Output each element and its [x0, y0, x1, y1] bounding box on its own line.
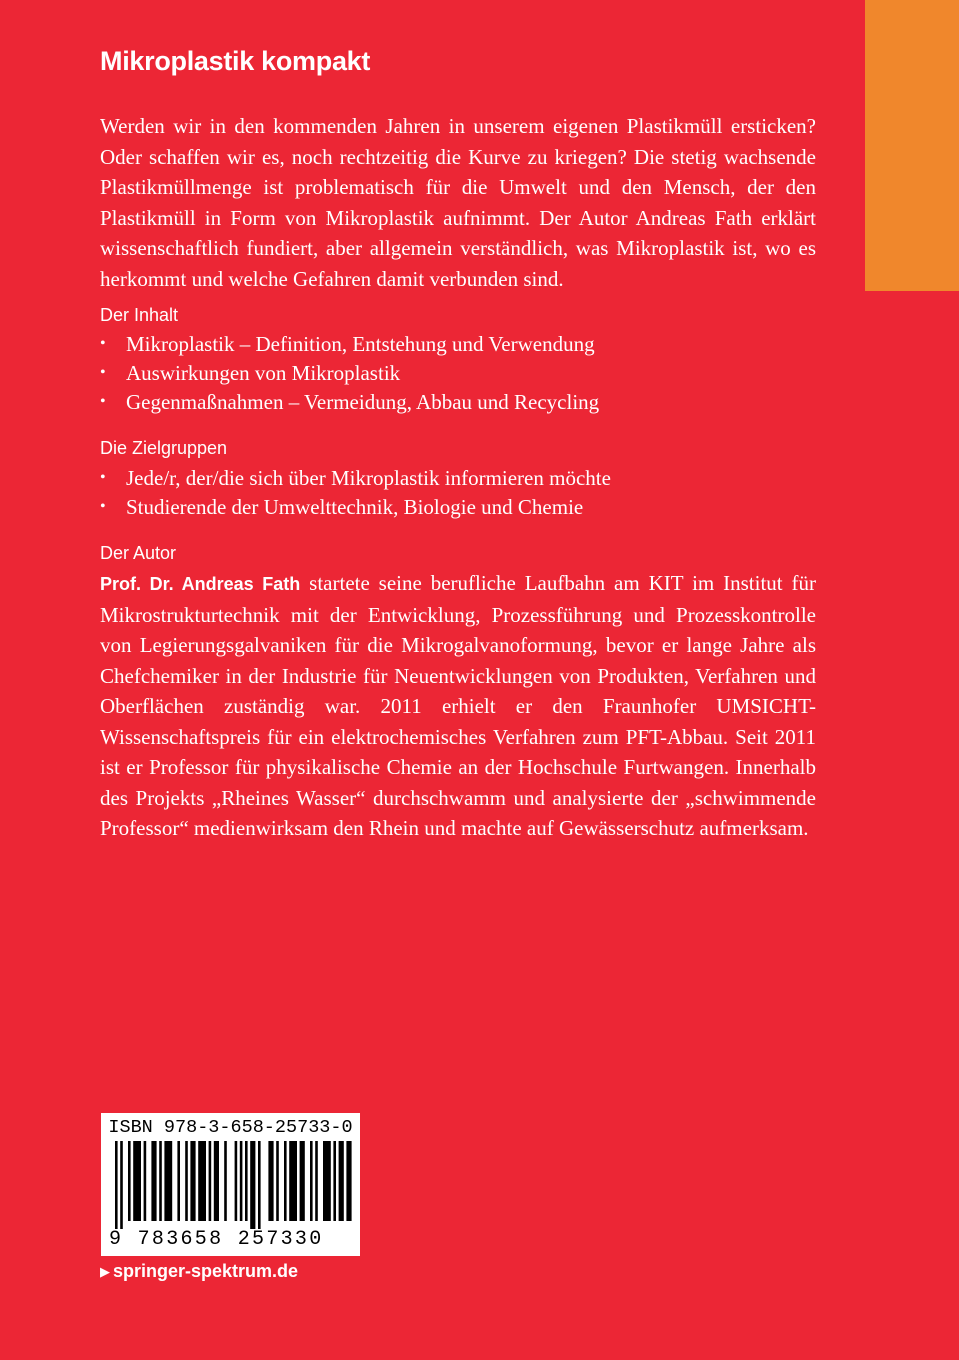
list-item: • Studierende der Umwelttechnik, Biologie und Chemie: [100, 493, 611, 522]
barcode-bar: [333, 1141, 336, 1221]
inhalt-list: [100, 330, 599, 416]
barcode-bar: [164, 1141, 172, 1221]
section-heading-zielgruppen: Die Zielgruppen: [100, 438, 228, 458]
barcode-bar: [115, 1141, 118, 1229]
barcode-bar: [209, 1141, 212, 1221]
barcode-bar: [245, 1141, 248, 1221]
barcode-bar: [240, 1141, 243, 1221]
barcode-bar: [258, 1141, 261, 1229]
barcode-bar: [300, 1141, 305, 1221]
section-heading-inhalt: Der Inhalt: [100, 305, 179, 325]
publisher-website-text: springer-spektrum.de: [113, 1261, 299, 1281]
barcode-bar: [198, 1141, 206, 1221]
barcode-bar: [159, 1141, 162, 1221]
barcode-bar: [346, 1141, 351, 1221]
barcode-bar: [128, 1141, 131, 1221]
barcode-bar: [214, 1141, 219, 1221]
barcode-bar: [276, 1141, 279, 1221]
barcode-bar: [315, 1141, 318, 1221]
author-name: Prof. Dr. Andreas Fath: [100, 574, 301, 594]
barcode-bar: [250, 1141, 255, 1229]
barcode-bars: [109, 1141, 352, 1229]
list-item: • Auswirkungen von Mikroplastik: [100, 359, 599, 388]
list-item: • Jede/r, der/die sich über Mikroplastik informieren möchte: [100, 464, 611, 493]
arrow-right-icon: ▶: [100, 1264, 110, 1279]
barcode-bar: [144, 1141, 147, 1221]
barcode-bar: [339, 1141, 344, 1221]
barcode-bar: [268, 1141, 273, 1221]
barcode-bar: [235, 1141, 238, 1221]
author-paragraph: [100, 568, 816, 844]
barcode-bar: [120, 1141, 123, 1229]
barcode-bar: [190, 1141, 195, 1221]
barcode-bar: [310, 1141, 313, 1221]
book-title: Mikroplastik kompakt: [100, 46, 371, 76]
barcode-bar: [177, 1141, 180, 1221]
author-bio: startete seine berufliche Laufbahn am KIT im Institut für Mikrostrukturtechnik mit der Entwicklung, Prozessführung und Prozesskontrolle von Legierungsgalvaniken für die Mikrogalvanoformung, bevor er lange Jahre als Chefchemiker in der Industrie für Neuentwicklungen von Produkten, Verfahren und Oberflächen zuständig war. 2011 erhielt er den Fraunhofer UMSICHT-Wissenschaftspreis für ein elektrochemisches Verfahren zum PFT-Abbau. Seit 2011 ist er Professor für physikalische Chemie an der Hochschule Furtwangen. Innerhalb des Projekts „Rheines Wasser“ durchschwamm und analysierte der „schwimmende Professor“ medienwirksam den Rhein und machte auf Gewässerschutz aufmerksam.: [100, 571, 817, 840]
orange-accent-bar: [865, 0, 959, 291]
list-item: • Gegenmaßnahmen – Vermeidung, Abbau und Recycling: [100, 388, 599, 417]
barcode-bar: [289, 1141, 297, 1221]
isbn-label: ISBN 978-3-658-25733-0: [108, 1117, 353, 1138]
zielgruppen-list: [100, 464, 611, 522]
barcode-bar: [185, 1141, 188, 1221]
barcode-bar: [284, 1141, 287, 1221]
section-heading-autor: Der Autor: [100, 543, 177, 563]
publisher-website-link[interactable]: [100, 1261, 298, 1282]
intro-paragraph: Werden wir in den kommenden Jahren in unserem eigenen Plastikmüll ersticken? Oder schaffen wir es, noch rechtzeitig die Kurve zu kriegen? Die stetig wachsende Plastikmüllmenge ist problematisch für die Umwelt und den Mensch, der den Plastikmüll in Form von Mikroplastik aufnimmt. Der Autor Andreas Fath erklärt wissenschaftlich fundiert, aber allgemein verständlich, was Mikroplastik ist, wo es herkommt und welche Gefahren damit verbunden sind.: [100, 114, 816, 291]
barcode-bar: [224, 1141, 227, 1221]
isbn-barcode: [101, 1113, 360, 1256]
barcode-bar: [151, 1141, 156, 1221]
list-item: • Mikroplastik – Definition, Entstehung und Verwendung: [100, 330, 599, 359]
barcode-bar: [133, 1141, 141, 1221]
barcode-bar: [323, 1141, 331, 1221]
barcode-digits: 9 783658 257330: [109, 1228, 324, 1251]
